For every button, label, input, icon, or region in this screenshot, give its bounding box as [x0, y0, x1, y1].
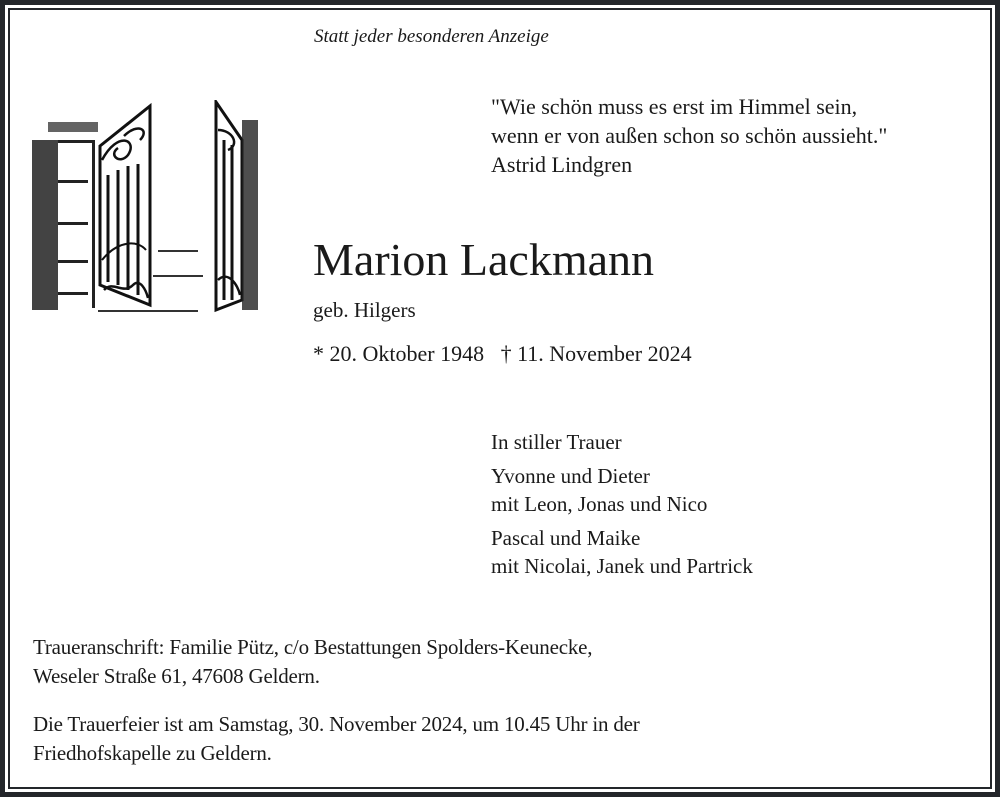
mourners-block: [491, 428, 753, 586]
birth-date: * 20. Oktober 1948: [313, 341, 485, 366]
ceremony-line: Friedhofskapelle zu Geldern.: [33, 741, 272, 765]
ceremony-info: [33, 710, 640, 768]
quote-author: Astrid Lindgren: [491, 152, 633, 177]
mourners-intro: In stiller Trauer: [491, 430, 622, 454]
mourning-address: [33, 633, 592, 691]
address-line: Weseler Straße 61, 47608 Geldern.: [33, 664, 320, 688]
deceased-name: Marion Lackmann: [313, 234, 655, 285]
maiden-name: geb. Hilgers: [313, 298, 416, 322]
header-notice: Statt jeder besonderen Anzeige: [314, 26, 549, 47]
mourner-line: Yvonne und Dieter: [491, 464, 650, 488]
address-line: Traueranschrift: Familie Pütz, c/o Bestattungen Spolders-Keunecke,: [33, 635, 593, 659]
life-dates: [313, 341, 692, 367]
quote-line: "Wie schön muss es erst im Himmel sein,: [491, 94, 858, 119]
mourner-group: [491, 462, 753, 518]
garden-gate-icon: [28, 100, 260, 320]
ceremony-line: Die Trauerfeier ist am Samstag, 30. November 2024, um 10.45 Uhr in der: [33, 712, 640, 736]
mourner-line: Pascal und Maike: [491, 526, 641, 550]
quote-line: wenn er von außen schon so schön aussieht.": [491, 123, 888, 148]
mourner-group: [491, 524, 753, 580]
death-date: † 11. November 2024: [500, 341, 692, 366]
quote-block: [491, 92, 887, 179]
mourner-line: mit Leon, Jonas und Nico: [491, 492, 708, 516]
mourner-line: mit Nicolai, Janek und Partrick: [491, 554, 753, 578]
